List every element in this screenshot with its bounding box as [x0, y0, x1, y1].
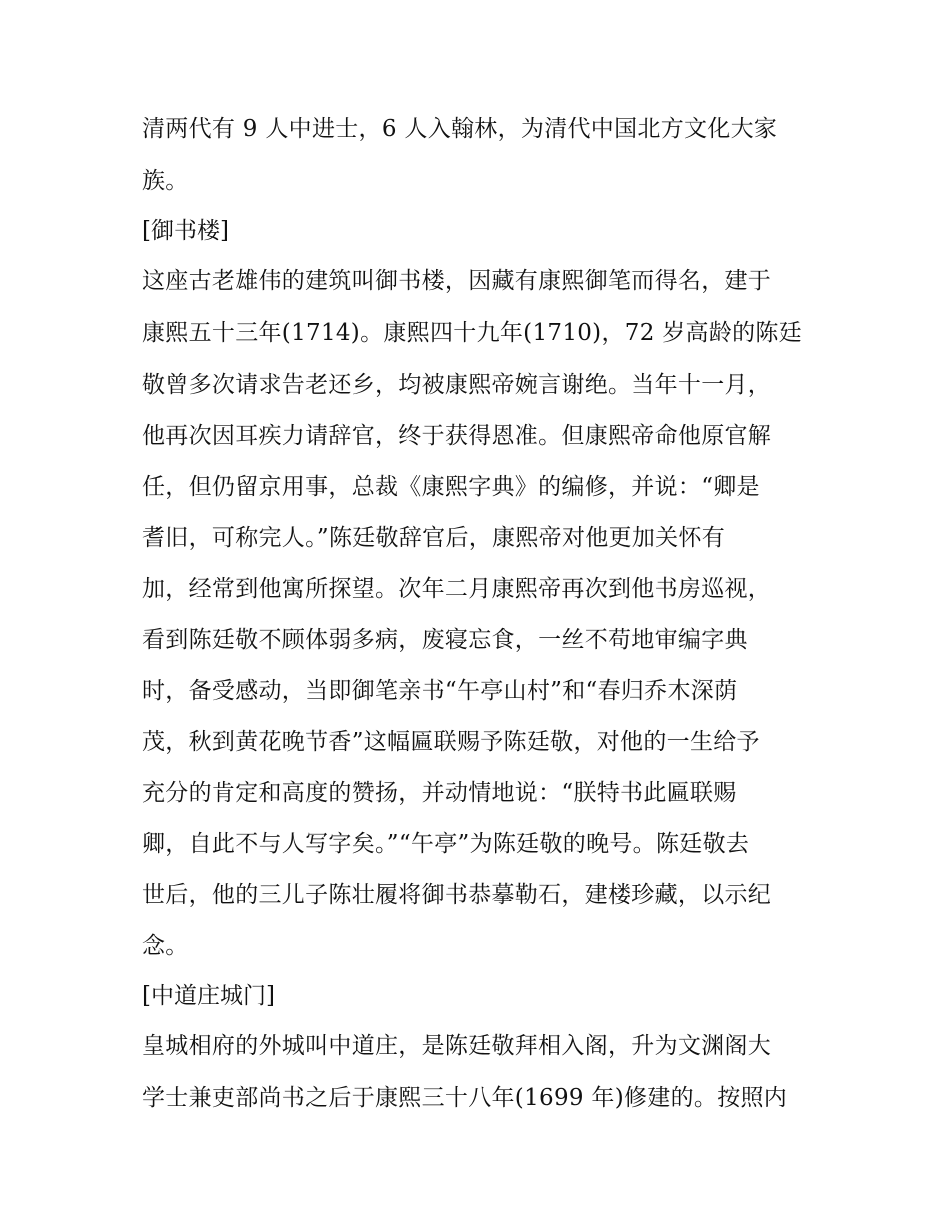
text-line: 看到陈廷敬不顾体弱多病，废寝忘食，一丝不苟地审编字典 — [142, 627, 748, 653]
section-heading: [御书楼] — [142, 218, 229, 244]
text-line: 清两代有 9 人中进士，6 人入翰林，为清代中国北方文化大家 — [142, 116, 778, 142]
text-line: 世后，他的三儿子陈壮履将御书恭摹勒石，建楼珍藏，以示纪 — [142, 882, 772, 908]
text-line: 族。 — [142, 168, 189, 194]
text-line: 充分的肯定和高度的赞扬，并动情地说：“朕特书此匾联赐 — [142, 780, 737, 806]
text-line: 他再次因耳疾力请辞官，终于获得恩准。但康熙帝命他原官解 — [142, 423, 772, 449]
text-line: 茂，秋到黄花晚节香”这幅匾联赐予陈廷敬，对他的一生给予 — [142, 729, 760, 755]
text-line: 皇城相府的外城叫中道庄，是陈廷敬拜相入阁，升为文渊阁大 — [142, 1033, 772, 1059]
text-line: 卿，自此不与人写字矣。”“午亭”为陈廷敬的晚号。陈廷敬去 — [142, 831, 750, 857]
section-heading: [中道庄城门] — [142, 983, 275, 1009]
text-line: 耆旧，可称完人。”陈廷敬辞官后，康熙帝对他更加关怀有 — [142, 525, 726, 551]
text-line: 康熙五十三年(1714)。康熙四十九年(1710)，72 岁高龄的陈廷 — [142, 320, 803, 346]
text-line: 加，经常到他寓所探望。次年二月康熙帝再次到他书房巡视， — [142, 576, 772, 602]
text-line: 念。 — [142, 933, 189, 959]
text-line: 任，但仍留京用事，总裁《康熙字典》的编修，并说：“卿是 — [142, 474, 760, 500]
text-line: 时，备受感动，当即御笔亲书“午亭山村”和“春归乔木深荫 — [142, 678, 738, 704]
text-line: 学士兼吏部尚书之后于康熙三十八年(1699 年)修建的。按照内 — [142, 1085, 788, 1111]
text-line: 这座古老雄伟的建筑叫御书楼，因藏有康熙御笔而得名，建于 — [142, 268, 772, 294]
text-line: 敬曾多次请求告老还乡，均被康熙帝婉言谢绝。当年十一月， — [142, 372, 772, 398]
